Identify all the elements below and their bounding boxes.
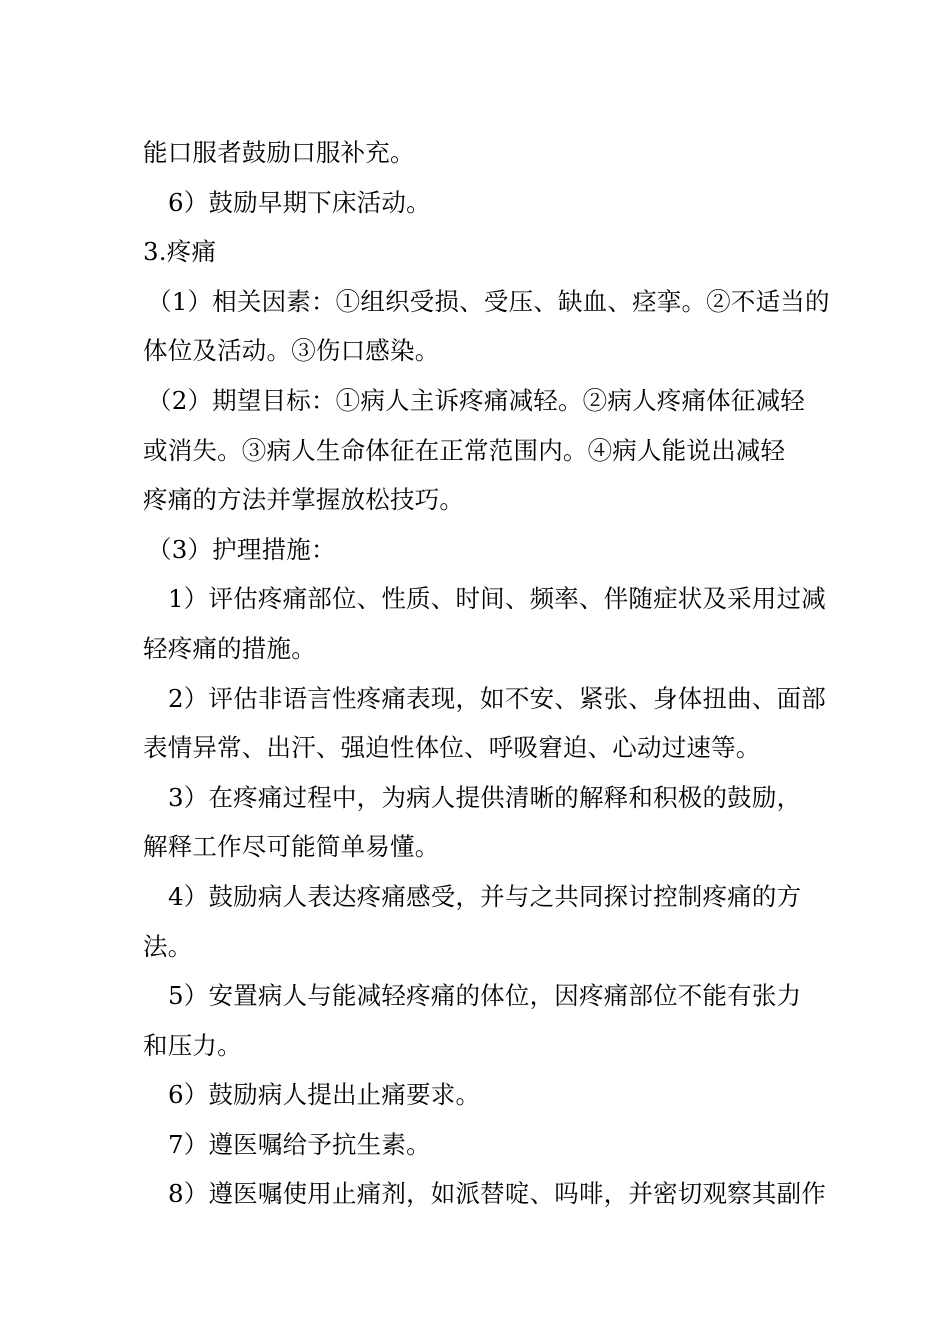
section-heading: 3.疼痛 <box>143 237 217 267</box>
text-line: 法。 <box>143 931 193 961</box>
text-line: 4）鼓励病人表达疼痛感受，并与之共同探讨控制疼痛的方 <box>168 881 802 911</box>
text-line: 6）鼓励病人提出止痛要求。 <box>168 1080 481 1110</box>
text-line: 表情异常、出汗、强迫性体位、呼吸窘迫、心动过速等。 <box>143 733 761 763</box>
text-line: 1）评估疼痛部位、性质、时间、频率、伴随症状及采用过减 <box>168 584 826 614</box>
text-line: 6）鼓励早期下床活动。 <box>168 187 431 217</box>
text-line: 体位及活动。③伤口感染。 <box>143 336 440 366</box>
document-page <box>143 128 830 1219</box>
text-line: 3）在疼痛过程中，为病人提供清晰的解释和积极的鼓励， <box>168 782 802 812</box>
text-line: 能口服者鼓励口服补充。 <box>143 138 415 167</box>
text-line: （3）护理措施： <box>147 534 336 564</box>
text-line: （2）期望目标：①病人主诉疼痛减轻。②病人疼痛体征减轻 <box>147 385 805 415</box>
text-line: 2）评估非语言性疼痛表现，如不安、紧张、身体扭曲、面部 <box>168 683 826 713</box>
text-line: 和压力。 <box>143 1030 242 1060</box>
text-line: 8）遵医嘱使用止痛剂，如派替啶、吗啡，并密切观察其副作 <box>168 1179 826 1209</box>
text-line: 疼痛的方法并掌握放松技巧。 <box>143 485 465 515</box>
text-line: 7）遵医嘱给予抗生素。 <box>168 1129 431 1159</box>
text-line: 解释工作尽可能简单易懂。 <box>143 832 440 862</box>
text-line: （1）相关因素：①组织受损、受压、缺血、痉挛。②不适当的 <box>147 286 830 316</box>
text-line: 5）安置病人与能减轻疼痛的体位，因疼痛部位不能有张力 <box>168 981 802 1011</box>
text-line: 或消失。③病人生命体征在正常范围内。④病人能说出减轻 <box>143 435 786 465</box>
text-line: 轻疼痛的措施。 <box>143 633 316 663</box>
